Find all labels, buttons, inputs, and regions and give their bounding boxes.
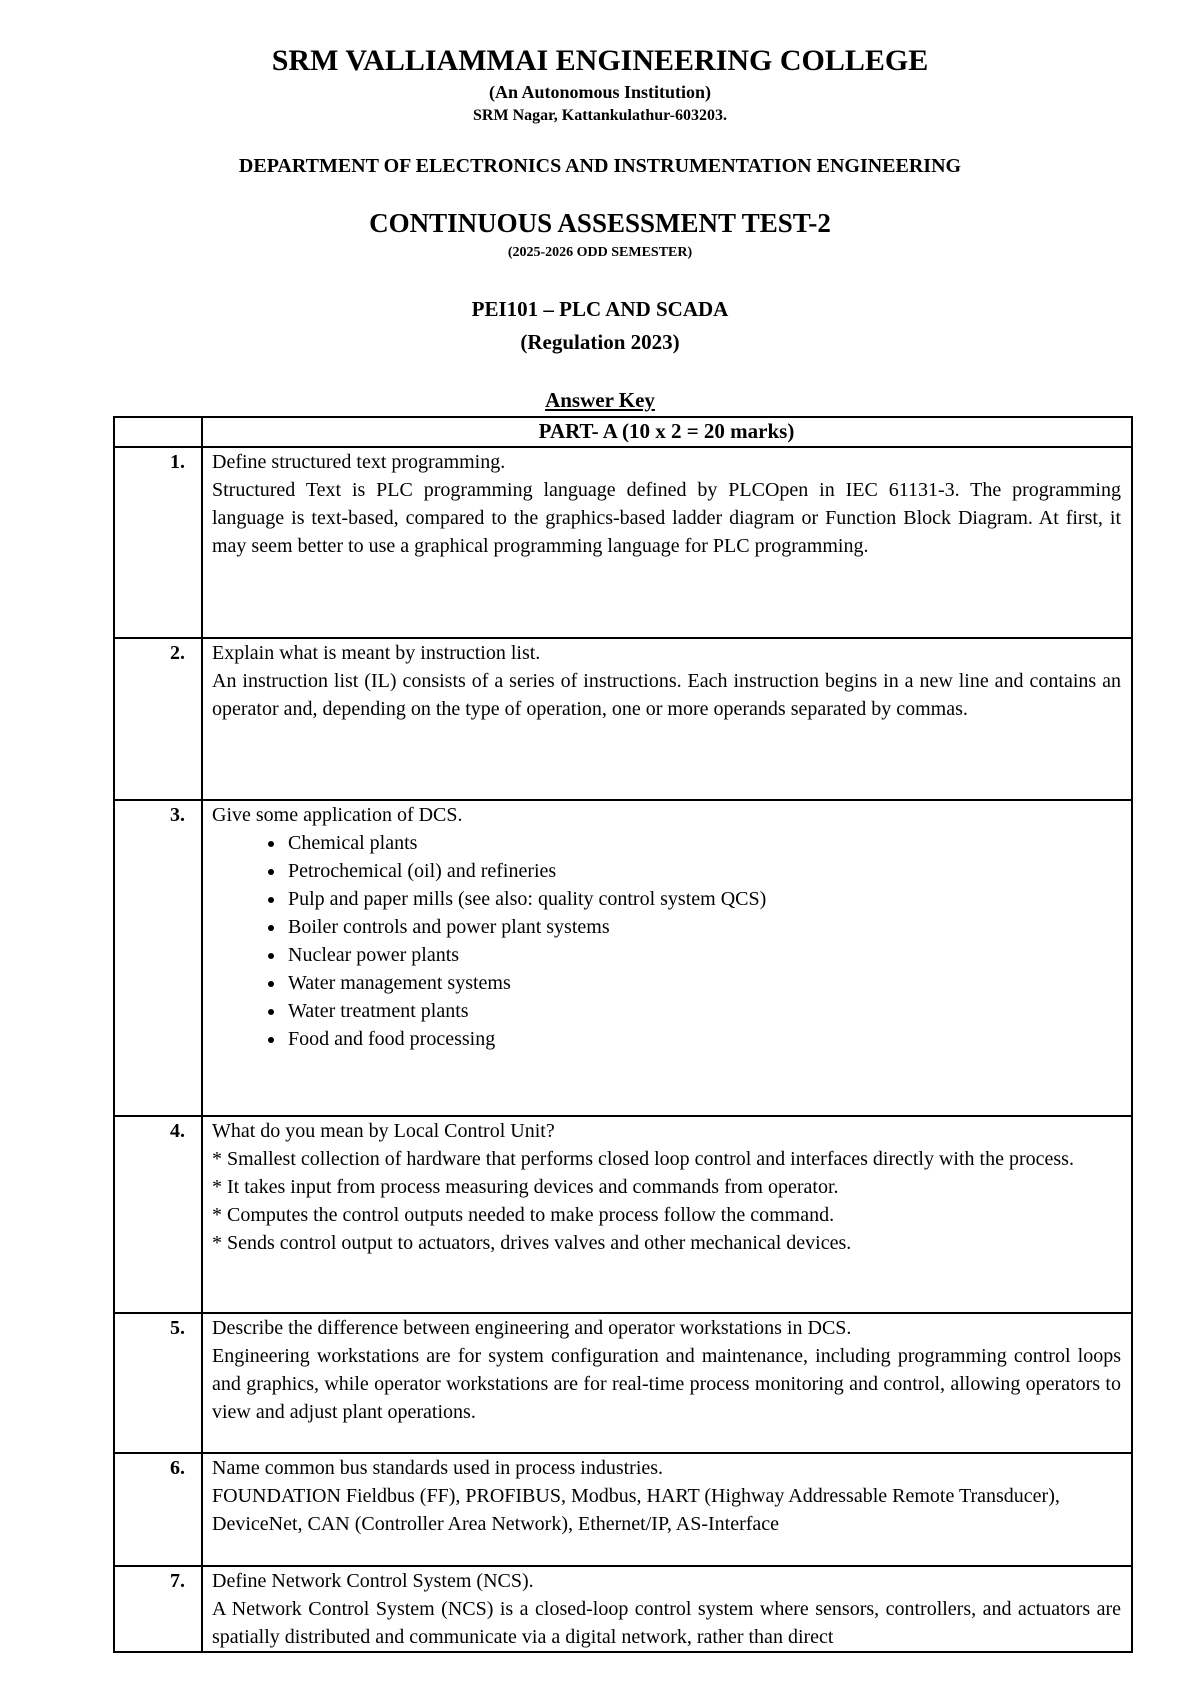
answer-line: * It takes input from process measuring devices and commands from operator. xyxy=(212,1176,839,1198)
application-list xyxy=(212,829,1121,1053)
department-title: DEPARTMENT OF ELECTRONICS AND INSTRUMENTATION ENGINEERING xyxy=(238,155,962,177)
list-item: • Chemical plants xyxy=(286,829,1121,857)
question-row-1 xyxy=(114,447,1132,638)
question-row-4 xyxy=(114,1116,1132,1313)
autonomous-note: (An Autonomous Institution) xyxy=(488,82,712,102)
regulation-label: (Regulation 2023) xyxy=(520,330,680,354)
header-blank-cell xyxy=(114,417,202,447)
list-item: • Water treatment plants xyxy=(286,997,1121,1025)
answer-line: * Sends control output to actuators, drives valves and other mechanical devices. xyxy=(212,1232,852,1254)
question-number: 1. xyxy=(114,447,202,638)
question-text: What do you mean by Local Control Unit? xyxy=(212,1120,555,1142)
answer-table xyxy=(113,416,1133,1653)
question-row-6 xyxy=(114,1453,1132,1566)
answer-line: * Smallest collection of hardware that performs closed loop control and interfaces directly with the process. xyxy=(212,1148,1074,1170)
question-row-7 xyxy=(114,1566,1132,1652)
question-text: Define structured text programming. xyxy=(212,451,506,473)
question-text: Name common bus standards used in process industries. xyxy=(212,1457,664,1479)
part-a-header-row xyxy=(114,417,1132,447)
answer-text: Structured Text is PLC programming language defined by PLCOpen in IEC 61131-3. The programming language is text-based, compared to the graphics-based ladder diagram or Function Block Diagram. At first, it may seem better to use a graphical programming language for PLC programming. xyxy=(212,479,1121,557)
answer-text: A Network Control System (NCS) is a closed-loop control system where sensors, controllers, and actuators are spatially distributed and communicate via a digital network, rather than direct xyxy=(212,1598,1121,1648)
question-text: Give some application of DCS. xyxy=(212,804,463,826)
answer-text: Engineering workstations are for system configuration and maintenance, including programming control loops and graphics, while operator workstations are for real-time process monitoring and control, allowing operators to view and adjust plant operations. xyxy=(212,1345,1121,1423)
answer-text: FOUNDATION Fieldbus (FF), PROFIBUS, Modbus, HART (Highway Addressable Remote Transducer), DeviceNet, CAN (Controller Area Network), Ethernet/IP, AS-Interface xyxy=(212,1485,1060,1535)
question-number: 6. xyxy=(114,1453,202,1566)
question-content xyxy=(202,638,1132,800)
list-item: • Food and food processing xyxy=(286,1025,1121,1053)
question-number: 3. xyxy=(114,800,202,1116)
college-address: SRM Nagar, Kattankulathur-603203. xyxy=(473,107,727,124)
question-content xyxy=(202,447,1132,638)
college-name: SRM VALLIAMMAI ENGINEERING COLLEGE xyxy=(271,44,929,77)
part-a-title: PART- A (10 x 2 = 20 marks) xyxy=(202,417,1132,447)
question-content xyxy=(202,1566,1132,1652)
question-text: Describe the difference between engineering and operator workstations in DCS. xyxy=(212,1317,852,1339)
question-content xyxy=(202,1453,1132,1566)
question-row-3 xyxy=(114,800,1132,1116)
question-text: Define Network Control System (NCS). xyxy=(212,1570,534,1592)
semester-label: (2025-2026 ODD SEMESTER) xyxy=(507,245,693,260)
test-title: CONTINUOUS ASSESSMENT TEST-2 xyxy=(369,208,831,238)
question-content xyxy=(202,800,1132,1116)
question-row-5 xyxy=(114,1313,1132,1453)
answer-key-heading: Answer Key xyxy=(545,388,655,412)
question-text: Explain what is meant by instruction list. xyxy=(212,642,541,664)
question-number: 5. xyxy=(114,1313,202,1453)
question-number: 2. xyxy=(114,638,202,800)
question-content xyxy=(202,1313,1132,1453)
question-content xyxy=(202,1116,1132,1313)
course-title: PEI101 – PLC AND SCADA xyxy=(471,297,729,321)
answer-text: An instruction list (IL) consists of a series of instructions. Each instruction begins in a new line and contains an operator and, depending on the type of operation, one or more operands separated by commas. xyxy=(212,670,1121,720)
question-row-2 xyxy=(114,638,1132,800)
question-number: 7. xyxy=(114,1566,202,1652)
list-item: • Boiler controls and power plant systems xyxy=(286,913,1121,941)
question-number: 4. xyxy=(114,1116,202,1313)
answer-line: * Computes the control outputs needed to make process follow the command. xyxy=(212,1204,835,1226)
list-item: • Petrochemical (oil) and refineries xyxy=(286,857,1121,885)
list-item: • Water management systems xyxy=(286,969,1121,997)
list-item: • Pulp and paper mills (see also: quality control system QCS) xyxy=(286,885,1121,913)
list-item: • Nuclear power plants xyxy=(286,941,1121,969)
